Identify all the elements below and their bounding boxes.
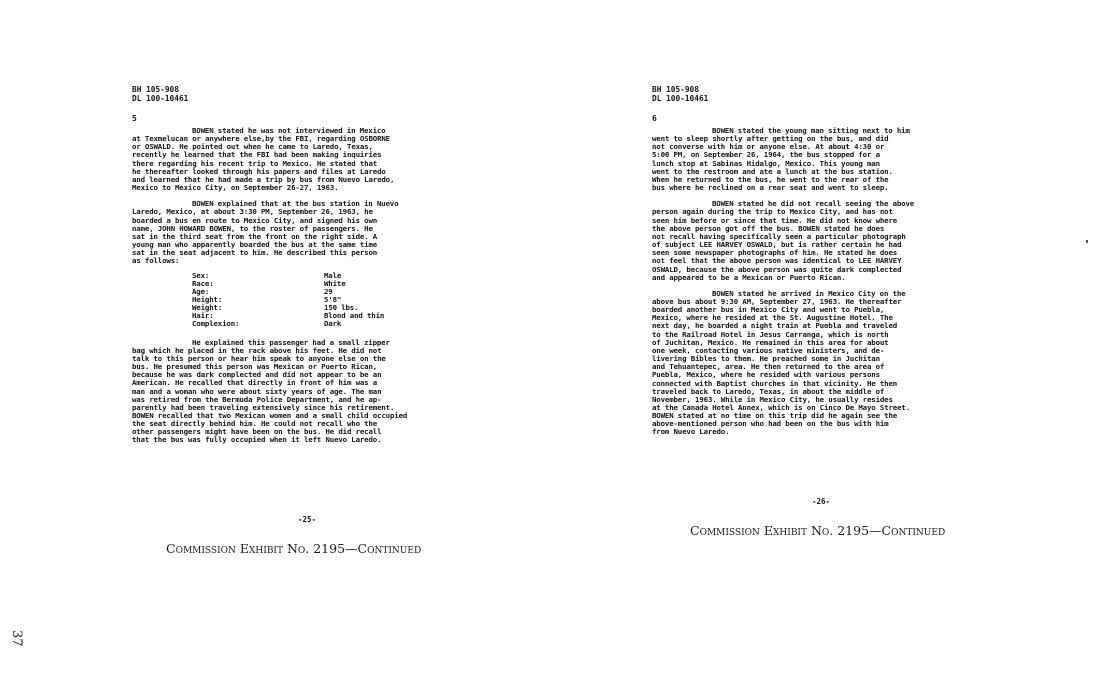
text-line: name, JOHN HOWARD BOWEN, to the roster of passengers. He: [132, 223, 373, 233]
page-footer-number: -25-: [298, 515, 317, 524]
person-description: [192, 272, 407, 329]
text-line: boarded a bus en route to Mexico City, and signed his own: [132, 215, 378, 225]
text-line: 5:00 PM, on September 26, 1964, the bus stopped for a: [652, 150, 880, 160]
description-value: Blond and thin: [324, 311, 385, 321]
text-line: BOWEN stated at no time on this trip did he again see the: [652, 411, 898, 421]
text-line: because he was dark complected and did not appear to be an: [132, 370, 382, 380]
description-value: Male: [324, 270, 342, 280]
text-line: from Nuevo Laredo.: [652, 427, 730, 437]
text-line: went to the restroom and ate a lunch at the bus station.: [652, 166, 893, 176]
text-line: BOWEN explained that at the bus station in Nuevo: [192, 199, 399, 209]
text-line: lunch stop at Sabinas Hidalgo, Mexico. This young man: [652, 158, 880, 168]
text-line: other passengers might have been on the bus. He did recall: [132, 427, 382, 437]
paragraph: [652, 200, 914, 282]
description-label: Complexion:: [192, 319, 240, 329]
text-line: bus. He presumed this person was Mexican or Puerto Rican,: [132, 362, 378, 372]
description-value: 150 lbs.: [324, 303, 359, 313]
file-ref-line: DL 100-10461: [652, 94, 709, 103]
paragraph: [132, 127, 407, 192]
exhibit-caption: Commission Exhibit No. 2195—Continued: [690, 523, 946, 538]
text-line: Laredo, Mexico, at about 3:30 PM, September 26, 1963, he: [132, 207, 373, 217]
text-line: was retired from the Bermuda Police Department, and he ap-: [132, 394, 382, 404]
paragraph: [132, 339, 407, 445]
page-number: 5: [132, 114, 137, 123]
text-line: the above person got off the bus. BOWEN stated he does: [652, 223, 885, 233]
text-line: BOWEN stated he was not interviewed in Mexico: [192, 126, 386, 135]
text-line: not converse with him or anyone else. At about 4:30 or: [652, 142, 885, 152]
text-line: he thereafter looked through his papers and files at Laredo: [132, 166, 386, 176]
text-line: recently he learned that the FBI had been making inquiries: [132, 150, 382, 160]
page-footer-number: -26-: [812, 497, 831, 506]
exhibit-caption: Commission Exhibit No. 2195—Continued: [166, 541, 422, 556]
margin-page-number: 37: [9, 630, 24, 647]
text-line: as follows:: [132, 256, 180, 266]
text-line: next day, he boarded a night train at Puebla and traveled: [652, 321, 898, 331]
text-line: or OSWALD. He pointed out when he came to Laredo, Texas,: [132, 142, 373, 152]
text-line: BOWEN recalled that two Mexican women and a small child occupied: [132, 411, 408, 420]
text-line: November, 1963. While in Mexico City, he usually resides: [652, 394, 893, 404]
page-number: 6: [652, 114, 657, 123]
text-line: BOWEN stated he arrived in Mexico City on the: [712, 288, 906, 298]
text-line: and appeared to be a Mexican or Puerto Rican.: [652, 272, 846, 282]
text-line: American. He recalled that directly in front of him was a: [132, 378, 378, 388]
text-line: boarded another bus in Mexico City and went to Puebla,: [652, 305, 885, 315]
text-line: He explained this passenger had a small zipper: [192, 337, 390, 347]
description-label: Weight:: [192, 303, 223, 313]
body-text: [652, 127, 914, 445]
text-line: parently had been traveling extensively since his retirement.: [132, 402, 395, 412]
text-line: bag which he placed in the rack above his feet. He did not: [132, 345, 382, 355]
file-ref-line: BH 105-908: [652, 85, 699, 94]
text-line: livering Bibles to them. He preached some in Juchitan: [652, 354, 880, 364]
scan-speck: [1086, 240, 1088, 243]
text-line: and Tehuantepec, area. He then returned to the area of: [652, 362, 885, 372]
file-reference: [132, 85, 188, 103]
description-label: Age:: [192, 286, 210, 296]
text-line: and learned that he had made a trip by bus from Nuevo Laredo,: [132, 174, 395, 184]
paragraph: [652, 127, 914, 192]
body-text: [132, 127, 407, 453]
text-line: talk to this person or hear him speak to anyone else on the: [132, 353, 386, 363]
text-line: that the bus was fully occupied when it left Nuevo Laredo.: [132, 435, 382, 445]
text-line: above bus about 9:30 AM, September 27, 1963. He thereafter: [652, 296, 902, 306]
text-line: the seat directly behind him. He could not recall who the: [132, 419, 378, 429]
text-line: above-mentioned person who had been on the bus with him: [652, 419, 889, 429]
text-line: to the Railroad Hotel in Jesus Carranga, which is north: [652, 329, 889, 339]
file-ref-line: DL 100-10461: [132, 94, 189, 103]
text-line: BOWEN stated the young man sitting next to him: [712, 126, 910, 135]
paragraph: [652, 290, 914, 437]
text-line: sat in the third seat from the front on the right side. A: [132, 231, 378, 241]
text-line: traveled back to Laredo, Texas, in about the middle of: [652, 386, 885, 396]
description-value: Dark: [324, 319, 342, 329]
text-line: not feel that the above person was identical to LEE HARVEY: [652, 256, 902, 266]
paragraph: [132, 200, 407, 265]
text-line: of subject LEE HARVEY OSWALD, but is rather certain he had: [652, 240, 902, 250]
text-line: not recall having specifically seen a particular photograph: [652, 231, 906, 241]
text-line: young man who apparently boarded the bus at the same time: [132, 240, 378, 250]
description-value: 29: [324, 286, 333, 296]
text-line: Mexico to Mexico City, on September 26-27, 1963.: [132, 183, 339, 193]
description-value: White: [324, 278, 346, 288]
text-line: of Juchitan, Mexico. He remained in this area for about: [652, 337, 889, 347]
text-line: OSWALD, because the above person was quite dark complected: [652, 264, 902, 274]
text-line: at the Canada Hotel Annex, which is on Cinco De Mayo Street.: [652, 403, 910, 412]
text-line: connected with Baptist churches in that vicinity. He then: [652, 378, 898, 388]
text-line: person again during the trip to Mexico City, and has not: [652, 207, 893, 217]
text-line: there regarding his recent trip to Mexico. He stated that: [132, 158, 378, 168]
text-line: When he returned to the bus, he went to the rear of the: [652, 174, 889, 184]
text-line: one week, contacting various native ministers, and de-: [652, 345, 885, 355]
file-reference: [652, 85, 708, 103]
text-line: Mexico, where he resided at the St. Augustine Hotel. The: [652, 313, 893, 323]
text-line: man and a woman who were about sixty years of age. The man: [132, 386, 382, 396]
description-label: Race:: [192, 278, 214, 288]
text-line: sat in the seat adjacent to him. He described this person: [132, 248, 378, 258]
file-ref-line: BH 105-908: [132, 85, 179, 94]
text-line: at Texmelucan or anywhere else,by the FBI, regarding OSBORNE: [132, 134, 390, 144]
text-line: bus where he reclined on a rear seat and went to sleep.: [652, 183, 889, 193]
text-line: BOWEN stated he did not recall seeing the above: [712, 199, 915, 209]
text-line: went to sleep shortly after getting on the bus, and did: [652, 134, 889, 144]
description-label: Hair:: [192, 311, 214, 321]
text-line: seen some newspaper photographs of him. He stated he does: [652, 248, 898, 258]
description-label: Sex:: [192, 270, 210, 280]
text-line: seen him before or since that time. He did not know where: [652, 215, 898, 225]
description-value: 5'8": [324, 294, 342, 304]
text-line: Puebla, Mexico, where he resided with various persons: [652, 370, 880, 380]
description-label: Height:: [192, 294, 223, 304]
